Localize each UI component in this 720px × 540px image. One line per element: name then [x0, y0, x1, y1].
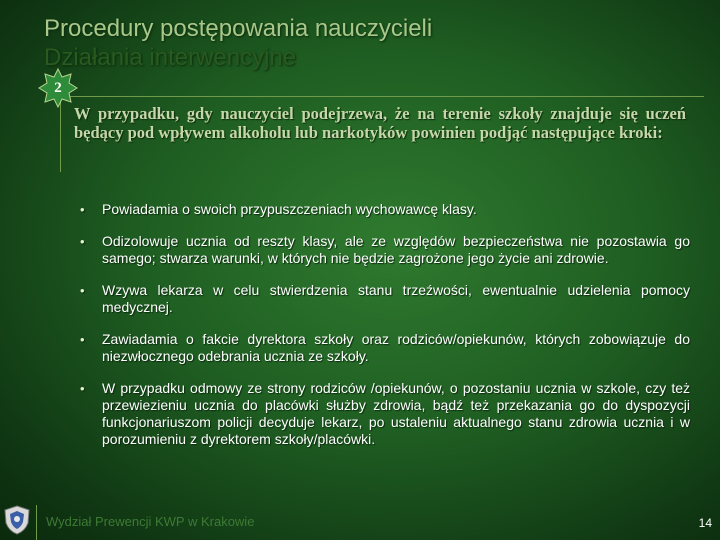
list-item-text: W przypadku odmowy ze strony rodziców /opiekunów, o pozostaniu ucznia w szkole, czy też przewiezieniu ucznia do placówki służby zdrowia, bądź też przekazania go do dyspozycji funkcjonariuszom policji decyduje lekarz, po ustaleniu aktualnego stanu zdrowia ucznia i w porozumieniu z dyrektorem szkoły/placówki.: [102, 380, 690, 447]
list-item: [80, 233, 690, 267]
list-item-text: Wzywa lekarza w celu stwierdzenia stanu trzeźwości, ewentualnie udzielenia pomocy medycznej.: [102, 282, 690, 315]
badge-number: 2: [54, 80, 62, 96]
bullet-icon: •: [80, 381, 85, 396]
list-item: [80, 331, 690, 365]
list-item: [80, 380, 690, 448]
bullet-icon: •: [80, 332, 85, 347]
list-item-text: Powiadamia o swoich przypuszczeniach wychowawcę klasy.: [102, 201, 477, 217]
slide-subtitle: Działania interwencyjne: [44, 44, 297, 71]
intro-paragraph: W przypadku, gdy nauczyciel podejrzewa, że na terenie szkoły znajduje się uczeń będący pod wpływem alkoholu lub narkotyków powinien podjąć następujące kroki:: [74, 104, 686, 142]
police-crest-icon: [3, 505, 31, 535]
steps-list: [80, 201, 690, 463]
bullet-icon: •: [80, 283, 85, 298]
page-number: 14: [698, 516, 712, 530]
list-item-text: Odizolowuje ucznia od reszty klasy, ale ze względów bezpieczeństwa nie pozostawia go samego; stwarza warunki, w których nie będzie zagrożone jego życie ani zdrowie.: [102, 233, 690, 266]
footer-divider: [36, 505, 37, 540]
bullet-icon: •: [80, 234, 85, 249]
bullet-icon: •: [80, 202, 85, 217]
slide-title: Procedury postępowania nauczycieli: [44, 15, 433, 42]
header-divider: [60, 96, 704, 97]
footer-text: Wydział Prewencji KWP w Krakowie: [46, 514, 255, 529]
list-item: [80, 282, 690, 316]
list-item-text: Zawiadamia o fakcie dyrektora szkoły oraz rodziców/opiekunów, których zobowiązuje do niezwłocznego odebrania ucznia ze szkoły.: [102, 331, 690, 364]
list-item: [80, 201, 690, 218]
